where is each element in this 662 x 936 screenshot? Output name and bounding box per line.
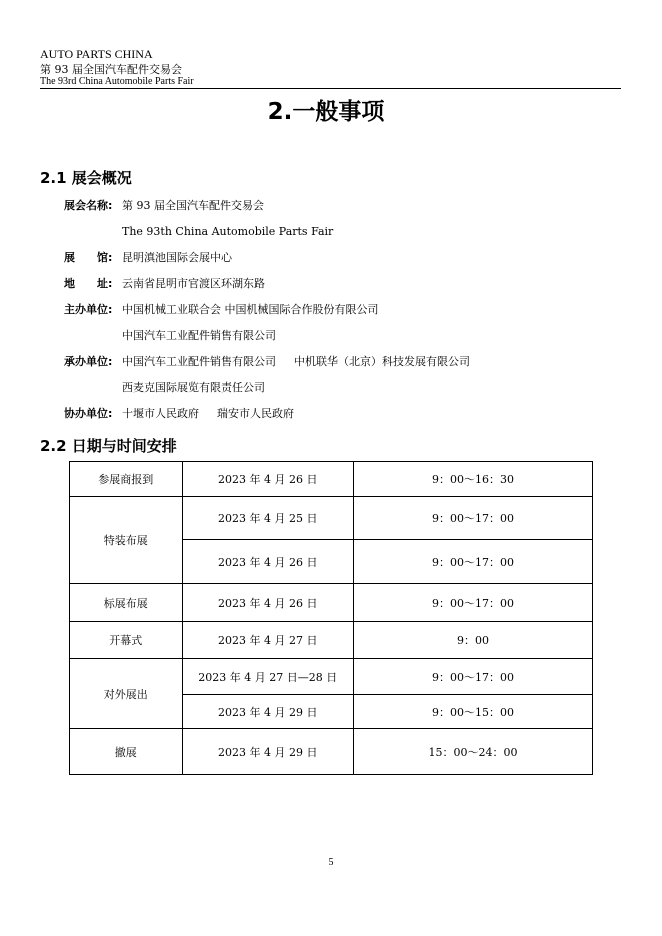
event-cell: 开幕式 bbox=[70, 622, 183, 659]
event-cell: 标展布展 bbox=[70, 584, 183, 622]
info-label: 地 址: bbox=[64, 277, 113, 290]
date-cell: 2023 年 4 月 27 日—28 日 bbox=[182, 659, 353, 695]
info-row-host bbox=[64, 355, 470, 369]
info-row-venue bbox=[64, 251, 232, 265]
info-label: 主办单位: bbox=[64, 303, 113, 316]
date-cell: 2023 年 4 月 29 日 bbox=[182, 729, 353, 775]
event-cell: 参展商报到 bbox=[70, 462, 183, 497]
event-cell: 撤展 bbox=[70, 729, 183, 775]
info-row-organizer bbox=[64, 303, 379, 317]
info-value-2: 瑞安市人民政府 bbox=[217, 407, 294, 420]
info-label: 展会名称: bbox=[64, 199, 113, 212]
info-value: 昆明滇池国际会展中心 bbox=[122, 251, 232, 264]
date-cell: 2023 年 4 月 26 日 bbox=[182, 540, 353, 584]
info-value: 第 93 届全国汽车配件交易会 bbox=[122, 199, 264, 212]
table-row bbox=[70, 659, 593, 695]
section-heading-schedule: 2.2 日期与时间安排 bbox=[40, 437, 177, 455]
info-row-fair-name-en: The 93th China Automobile Parts Fair bbox=[122, 225, 334, 238]
date-cell: 2023 年 4 月 27 日 bbox=[182, 622, 353, 659]
date-cell: 2023 年 4 月 26 日 bbox=[182, 584, 353, 622]
event-cell: 特装布展 bbox=[70, 497, 183, 584]
chapter-title: 2.一般事项 bbox=[267, 99, 385, 125]
table-row bbox=[70, 462, 593, 497]
info-row-co-organizer bbox=[64, 407, 294, 421]
info-value: 十堰市人民政府 bbox=[122, 407, 199, 420]
info-value-2: 中机联华（北京）科技发展有限公司 bbox=[294, 355, 470, 368]
info-value: 中国汽车工业配件销售有限公司 bbox=[122, 355, 276, 368]
info-row-fair-name bbox=[64, 199, 264, 213]
table-row bbox=[70, 622, 593, 659]
time-cell: 9：00～17：00 bbox=[353, 659, 592, 695]
section-heading-overview: 2.1 展会概况 bbox=[40, 169, 132, 187]
event-cell: 对外展出 bbox=[70, 659, 183, 729]
time-cell: 9：00 bbox=[353, 622, 592, 659]
date-cell: 2023 年 4 月 29 日 bbox=[182, 695, 353, 729]
header-title-en: AUTO PARTS CHINA bbox=[40, 47, 153, 61]
header-subtitle-en: The 93rd China Automobile Parts Fair bbox=[40, 76, 194, 87]
time-cell: 9：00～16：30 bbox=[353, 462, 592, 497]
info-row-organizer-cont: 中国汽车工业配件销售有限公司 bbox=[122, 329, 276, 342]
time-cell: 9：00～15：00 bbox=[353, 695, 592, 729]
header-rule bbox=[40, 88, 621, 89]
table-row bbox=[70, 584, 593, 622]
info-value: 云南省昆明市官渡区环湖东路 bbox=[122, 277, 265, 290]
info-label: 展 馆: bbox=[64, 251, 113, 264]
date-cell: 2023 年 4 月 26 日 bbox=[182, 462, 353, 497]
header-title-cn: 第 93 届全国汽车配件交易会 bbox=[40, 63, 182, 76]
date-cell: 2023 年 4 月 25 日 bbox=[182, 497, 353, 540]
time-cell: 9：00～17：00 bbox=[353, 584, 592, 622]
info-label: 协办单位: bbox=[64, 407, 113, 420]
time-cell: 9：00～17：00 bbox=[353, 540, 592, 584]
page-number: 5 bbox=[328, 857, 334, 868]
table-row bbox=[70, 497, 593, 540]
info-value: 中国机械工业联合会 中国机械国际合作股份有限公司 bbox=[122, 303, 379, 316]
info-row-host-cont: 西麦克国际展览有限责任公司 bbox=[122, 381, 265, 394]
info-row-address bbox=[64, 277, 265, 291]
schedule-table bbox=[69, 461, 593, 775]
time-cell: 15：00～24：00 bbox=[353, 729, 592, 775]
time-cell: 9：00～17：00 bbox=[353, 497, 592, 540]
info-label: 承办单位: bbox=[64, 355, 113, 368]
table-row bbox=[70, 729, 593, 775]
